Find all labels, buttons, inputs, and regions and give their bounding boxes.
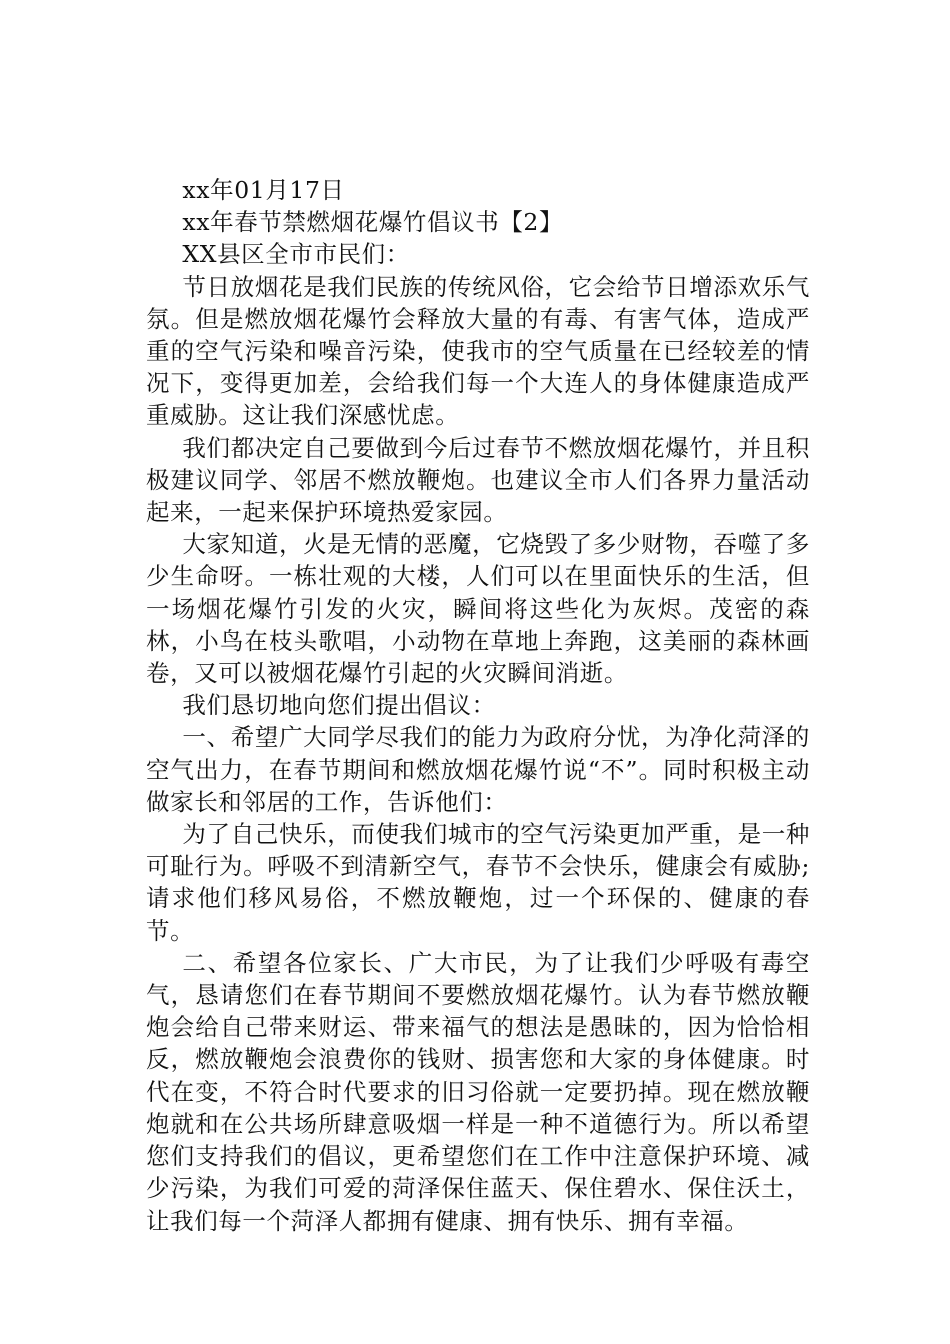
document-body xyxy=(146,174,810,1237)
paragraph: 二、希望各位家长、广大市民，为了让我们少呼吸有毒空气，恳请您们在春节期间不要燃放烟花爆竹。认为春节燃放鞭炮会给自己带来财运、带来福气的想法是愚昧的，因为恰恰相反，燃放鞭炮会浪费你的钱财、损害您和大家的身体健康。时代在变，不符合时代要求的旧习俗就一定要扔掉。现在燃放鞭炮就和在公共场所肆意吸烟一样是一种不道德行为。所以希望您们支持我们的倡议，更希望您们在工作中注意保护环境、减少污染，为我们可爱的菏泽保住蓝天、保住碧水、保住沃土，让我们每一个菏泽人都拥有健康、拥有快乐、拥有幸福。 xyxy=(146,948,810,1235)
paragraph: 节日放烟花是我们民族的传统风俗，它会给节日增添欢乐气氛。但是燃放烟花爆竹会释放大量的有毒、有害气体，造成严重的空气污染和噪音污染，使我市的空气质量在已经较差的情况下，变得更加差，会给我们每一个大连人的身体健康造成严重威胁。这让我们深感忧虑。 xyxy=(146,272,810,430)
salutation: XX县区全市市民们： xyxy=(182,240,410,269)
paragraph: 我们都决定自己要做到今后过春节不燃放烟花爆竹，并且积极建议同学、邻居不燃放鞭炮。也建议全市人们各界力量活动起来，一起来保护环境热爱家园。 xyxy=(146,433,810,527)
document-title: xx年春节禁燃烟花爆竹倡议书【2】 xyxy=(182,208,564,237)
date-line: xx年01月17日 xyxy=(182,176,345,204)
paragraph: 一、希望广大同学尽我们的能力为政府分忧，为净化菏泽的空气出力，在春节期间和燃放烟花爆竹说“不”。同时积极主动做家长和邻居的工作，告诉他们： xyxy=(146,723,810,816)
paragraph: 我们恳切地向您们提出倡议： xyxy=(182,691,496,720)
paragraph: 大家知道，火是无情的恶魔，它烧毁了多少财物，吞噬了多少生命呀。一栋壮观的大楼，人们可以在里面快乐的生活，但一场烟花爆竹引发的火灾，瞬间将这些化为灰烬。茂密的森林，小鸟在枝头歌唱，小动物在草地上奔跑，这美丽的森林画卷，又可以被烟花爆竹引起的火灾瞬间消逝。 xyxy=(146,530,810,688)
paragraph: 为了自己快乐，而使我们城市的空气污染更加严重，是一种可耻行为。呼吸不到清新空气，春节不会快乐，健康会有威胁;请求他们移风易俗，不燃放鞭炮，过一个环保的、健康的春节。 xyxy=(146,820,810,945)
